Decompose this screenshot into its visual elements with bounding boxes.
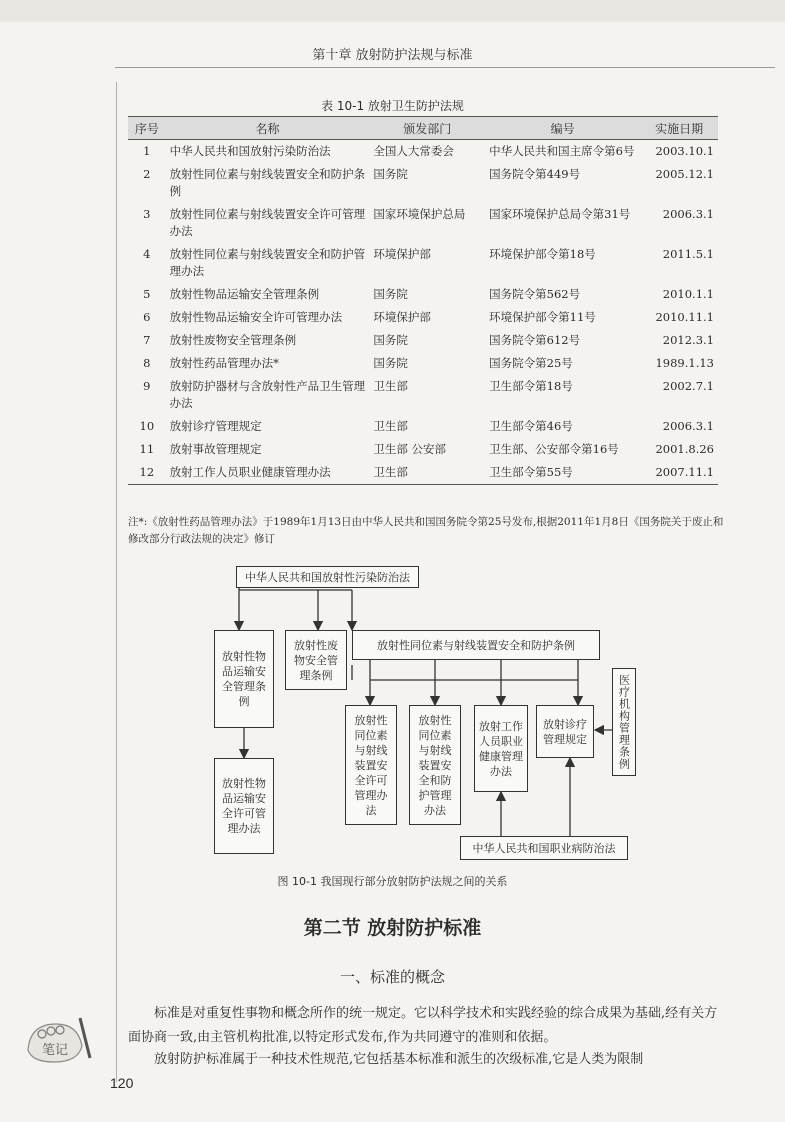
node-occupational-law: 中华人民共和国职业病防治法 [460,836,628,860]
cell-no: 8 [143,356,151,370]
cell-name: 放射性同位素与射线装置安全和防护条例 [169,167,366,198]
node-diagnosis-rules-label: 放射诊疗管理规定 [543,717,587,746]
cell-date: 2012.3.1 [662,333,714,347]
cell-dept: 国务院 [373,356,408,370]
cell-code: 卫生部令第46号 [489,419,573,433]
col-header-no: 序号 [128,117,166,140]
cell-no: 6 [143,310,151,324]
cell-date: 2006.3.1 [662,419,714,433]
cell-no: 2 [143,167,151,181]
cell-code: 环境保护部令第18号 [489,247,596,261]
paragraph-radiation-standard: 放射防护标准属于一种技术性规范,它包括基本标准和派生的次级标准,它是人类为限制 [154,1052,644,1067]
cell-code: 国家环境保护总局令第31号 [489,207,631,221]
paragraph-standard-definition: 标准是对重复性事物和概念所作的统一规定。它以科学技术和实践经验的综合成果为基础,经有关方面协商一致,由主管机构批准,以特定形式发布,作为共同遵守的准则和依据。 [128,1006,718,1045]
cell-no: 3 [143,207,151,221]
table-caption: 表 10-1 放射卫生防护法规 [321,99,464,113]
cell-no: 9 [143,379,151,393]
cell-date: 2010.1.1 [662,287,714,301]
cell-name: 放射防护器材与含放射性产品卫生管理办法 [169,379,366,410]
cell-dept: 卫生部 [373,419,408,433]
cell-date: 2001.8.26 [655,442,714,456]
cell-dept: 卫生部 [369,461,485,485]
node-isotope-permit [345,705,397,825]
cell-dept: 国务院 [373,287,408,301]
cell-dept: 全国人大常委会 [373,144,454,158]
cell-date: 1989.1.13 [655,356,714,370]
chapter-header: 第十章 放射防护法规与标准 [312,48,473,63]
cell-date: 2010.11.1 [655,310,714,324]
cell-date: 2005.12.1 [655,167,714,181]
figure-caption: 图 10-1 我国现行部分放射防护法规之间的关系 [277,875,508,888]
cell-no: 7 [143,333,151,347]
cell-name: 放射性同位素与射线装置安全和防护管理办法 [169,247,366,278]
cell-name: 放射性物品运输安全管理条例 [169,287,320,301]
cell-date: 2011.5.1 [662,247,714,261]
cell-dept: 国务院 [373,167,408,181]
node-medical-institution: 医疗机构管理条例 [612,668,636,776]
cell-dept: 卫生部 公安部 [373,442,447,456]
node-transport-regulation-label: 放射性物品运输安全管理条例 [222,650,266,708]
cell-date: 2003.10.1 [655,144,714,158]
col-header-name: 名称 [166,117,370,140]
cell-name: 放射性废物安全管理条例 [169,333,297,347]
cell-name: 放射事故管理规定 [169,442,262,456]
cell-dept: 卫生部 [373,379,408,393]
cell-dept: 环境保护部 [373,310,431,324]
cell-code: 中华人民共和国主席令第6号 [489,144,635,158]
node-isotope-protection-label: 放射性同位素与射线装置安全和防护管理办法 [418,713,452,817]
section-title: 第二节 放射防护标准 [303,917,482,939]
cell-dept: 国务院 [373,333,408,347]
cell-date: 2007.11.1 [640,461,718,485]
cell-no: 12 [128,461,166,485]
node-pollution-law: 中华人民共和国放射性污染防治法 [236,566,419,588]
cell-name: 放射诊疗管理规定 [169,419,262,433]
cell-code: 国务院令第25号 [489,356,573,370]
cell-no: 5 [143,287,151,301]
cell-code: 环境保护部令第11号 [489,310,596,324]
cell-date: 2002.7.1 [662,379,714,393]
cell-code: 卫生部、公安部令第16号 [489,442,619,456]
notes-badge-icon [20,1010,100,1070]
cell-code: 国务院令第562号 [489,287,581,301]
cell-name: 放射工作人员职业健康管理办法 [166,461,370,485]
node-transport-permit [214,758,274,854]
subsection-title: 一、标准的概念 [339,968,445,986]
cell-code: 卫生部令第55号 [485,461,640,485]
node-transport-permit-label: 放射性物品运输安全许可管理办法 [222,777,266,835]
cell-name: 放射性药品管理办法* [169,356,279,370]
cell-no: 10 [139,419,155,433]
cell-dept: 国家环境保护总局 [373,207,466,221]
cell-name: 中华人民共和国放射污染防治法 [169,144,331,158]
cell-dept: 环境保护部 [373,247,431,261]
page-number: 120 [110,1075,134,1091]
node-waste-regulation-label: 放射性废物安全管理条例 [294,638,338,682]
node-waste-regulation [285,630,347,690]
node-diagnosis-rules [536,705,594,758]
col-header-code: 编号 [485,117,640,140]
col-header-dept: 颁发部门 [369,117,485,140]
cell-no: 1 [143,144,151,158]
cell-no: 4 [143,247,151,261]
node-isotope-regulation: 放射性同位素与射线装置安全和防护条例 [352,630,600,660]
cell-code: 卫生部令第18号 [489,379,573,393]
cell-name: 放射性物品运输安全许可管理办法 [169,310,343,324]
cell-date: 2006.3.1 [662,207,714,221]
cell-name: 放射性同位素与射线装置安全许可管理办法 [169,207,366,238]
node-worker-health [474,705,528,792]
cell-no: 11 [139,442,155,456]
table-note: 注*:《放射性药品管理办法》于1989年1月13日由中华人民共和国国务院令第25号发布,根据2011年1月8日《国务院关于废止和修改部分行政法规的决定》修订 [128,516,724,545]
node-isotope-permit-label: 放射性同位素与射线装置安全许可管理办法 [354,713,388,817]
node-worker-health-label: 放射工作人员职业健康管理办法 [479,719,523,778]
col-header-date: 实施日期 [640,117,718,140]
node-transport-regulation [214,630,274,728]
cell-code: 国务院令第449号 [489,167,581,181]
node-isotope-protection [409,705,461,825]
notes-badge-label: 笔记 [42,1043,69,1058]
cell-code: 国务院令第612号 [489,333,581,347]
